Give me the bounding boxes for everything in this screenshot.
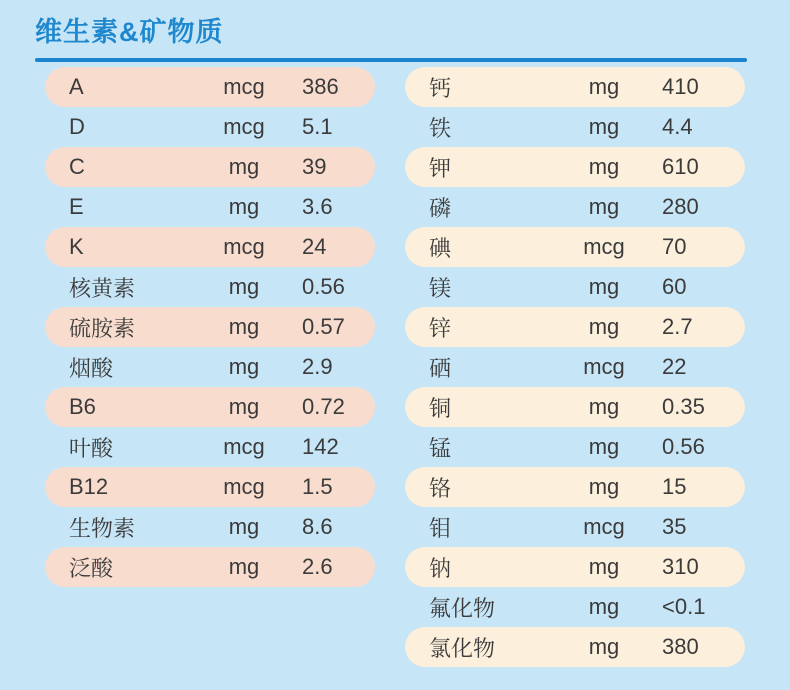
table-row <box>45 107 375 147</box>
table-row <box>45 267 375 307</box>
nutrient-name: 生物素 <box>69 515 136 541</box>
nutrient-unit: mg <box>588 554 620 579</box>
table-row <box>405 107 745 147</box>
nutrient-value: 60 <box>662 274 687 299</box>
nutrient-value: 3.6 <box>302 194 333 219</box>
nutrient-unit: mcg <box>223 474 265 499</box>
nutrient-unit: mcg <box>223 234 265 259</box>
nutrient-unit: mg <box>228 354 260 379</box>
nutrient-value: 280 <box>662 194 699 219</box>
nutrient-value: 380 <box>662 634 699 659</box>
nutrient-name: 硫胺素 <box>69 315 136 341</box>
section-header <box>0 0 790 62</box>
nutrient-name: A <box>69 74 84 99</box>
table-row <box>405 507 745 547</box>
nutrient-unit: mg <box>588 74 620 99</box>
nutrient-name: C <box>69 154 85 179</box>
nutrient-value: 70 <box>662 234 687 259</box>
table-row <box>405 547 745 587</box>
nutrient-value: 2.9 <box>302 354 333 379</box>
nutrient-name: 核黄素 <box>69 275 136 301</box>
nutrition-table <box>45 67 790 667</box>
nutrient-name: 氟化物 <box>429 595 496 621</box>
nutrient-value: 2.6 <box>302 554 333 579</box>
nutrient-value: <0.1 <box>662 594 706 619</box>
nutrient-value: 24 <box>302 234 327 259</box>
nutrient-name: 镁 <box>429 275 452 301</box>
nutrient-name: K <box>69 234 84 259</box>
table-row <box>405 187 745 227</box>
title-underline-rule <box>35 58 747 62</box>
table-row <box>45 307 375 347</box>
nutrient-name: B6 <box>69 394 96 419</box>
nutrient-value: 15 <box>662 474 687 499</box>
table-row <box>405 227 745 267</box>
table-row <box>405 387 745 427</box>
nutrient-name: 铬 <box>429 475 452 501</box>
nutrient-unit: mg <box>228 194 260 219</box>
nutrient-name: D <box>69 114 85 139</box>
table-row <box>45 387 375 427</box>
table-row <box>45 67 375 107</box>
nutrient-value: 35 <box>662 514 687 539</box>
minerals-column <box>405 67 745 667</box>
nutrient-value: 5.1 <box>302 114 333 139</box>
nutrient-unit: mg <box>588 394 620 419</box>
nutrient-unit: mg <box>588 274 620 299</box>
nutrient-unit: mg <box>588 314 620 339</box>
nutrient-name: 钼 <box>429 515 452 541</box>
table-row <box>45 227 375 267</box>
nutrient-name: 泛酸 <box>69 555 114 581</box>
table-row <box>45 507 375 547</box>
nutrient-name: 铁 <box>429 115 452 141</box>
table-row <box>405 147 745 187</box>
section-title: 维生素&矿物质 <box>35 17 224 47</box>
nutrient-unit: mg <box>588 634 620 659</box>
nutrient-name: 碘 <box>429 235 452 261</box>
table-row <box>45 547 375 587</box>
nutrient-value: 0.72 <box>302 394 345 419</box>
nutrient-value: 386 <box>302 74 339 99</box>
nutrient-unit: mg <box>228 554 260 579</box>
nutrient-value: 0.57 <box>302 314 345 339</box>
table-row <box>405 627 745 667</box>
nutrient-name: 烟酸 <box>69 355 114 381</box>
nutrient-value: 0.56 <box>302 274 345 299</box>
nutrient-unit: mg <box>228 514 260 539</box>
nutrient-unit: mg <box>588 154 620 179</box>
nutrient-unit: mcg <box>223 74 265 99</box>
nutrient-unit: mg <box>228 314 260 339</box>
nutrient-value: 142 <box>302 434 339 459</box>
table-row <box>45 467 375 507</box>
nutrient-name: 锌 <box>429 315 452 341</box>
nutrient-unit: mcg <box>583 354 625 379</box>
nutrient-unit: mcg <box>583 514 625 539</box>
nutrient-name: 锰 <box>429 435 452 461</box>
nutrient-unit: mg <box>588 474 620 499</box>
nutrient-name: 叶酸 <box>69 435 114 461</box>
nutrient-unit: mg <box>588 114 620 139</box>
table-row <box>405 587 745 627</box>
table-row <box>405 467 745 507</box>
nutrient-name: 磷 <box>429 195 452 221</box>
nutrient-value: 4.4 <box>662 114 693 139</box>
vitamins-column <box>45 67 375 587</box>
nutrient-value: 39 <box>302 154 327 179</box>
nutrient-unit: mg <box>228 394 260 419</box>
nutrient-unit: mg <box>588 194 620 219</box>
nutrient-name: 钠 <box>429 555 452 581</box>
nutrient-unit: mg <box>228 274 260 299</box>
table-row <box>45 427 375 467</box>
nutrient-name: E <box>69 194 84 219</box>
table-row <box>405 267 745 307</box>
nutrient-value: 8.6 <box>302 514 333 539</box>
nutrient-name: B12 <box>69 474 109 499</box>
nutrient-unit: mcg <box>583 234 625 259</box>
nutrient-value: 410 <box>662 74 699 99</box>
nutrient-value: 22 <box>662 354 687 379</box>
table-row <box>405 307 745 347</box>
nutrient-value: 0.35 <box>662 394 705 419</box>
nutrient-unit: mg <box>228 154 260 179</box>
nutrient-unit: mg <box>588 594 620 619</box>
nutrient-name: 硒 <box>429 355 452 381</box>
table-row <box>405 427 745 467</box>
nutrient-unit: mcg <box>223 114 265 139</box>
table-row <box>45 187 375 227</box>
nutrient-value: 0.56 <box>662 434 705 459</box>
table-row <box>405 67 745 107</box>
nutrient-value: 2.7 <box>662 314 693 339</box>
nutrient-unit: mg <box>588 434 620 459</box>
nutrient-unit: mcg <box>223 434 265 459</box>
nutrient-value: 310 <box>662 554 699 579</box>
nutrient-name: 氯化物 <box>429 635 496 661</box>
table-row <box>45 147 375 187</box>
nutrient-name: 铜 <box>429 395 452 421</box>
table-row <box>45 347 375 387</box>
table-row <box>405 347 745 387</box>
nutrient-value: 1.5 <box>302 474 333 499</box>
nutrient-name: 钾 <box>429 155 452 181</box>
nutrient-name: 钙 <box>429 75 452 101</box>
nutrient-value: 610 <box>662 154 699 179</box>
